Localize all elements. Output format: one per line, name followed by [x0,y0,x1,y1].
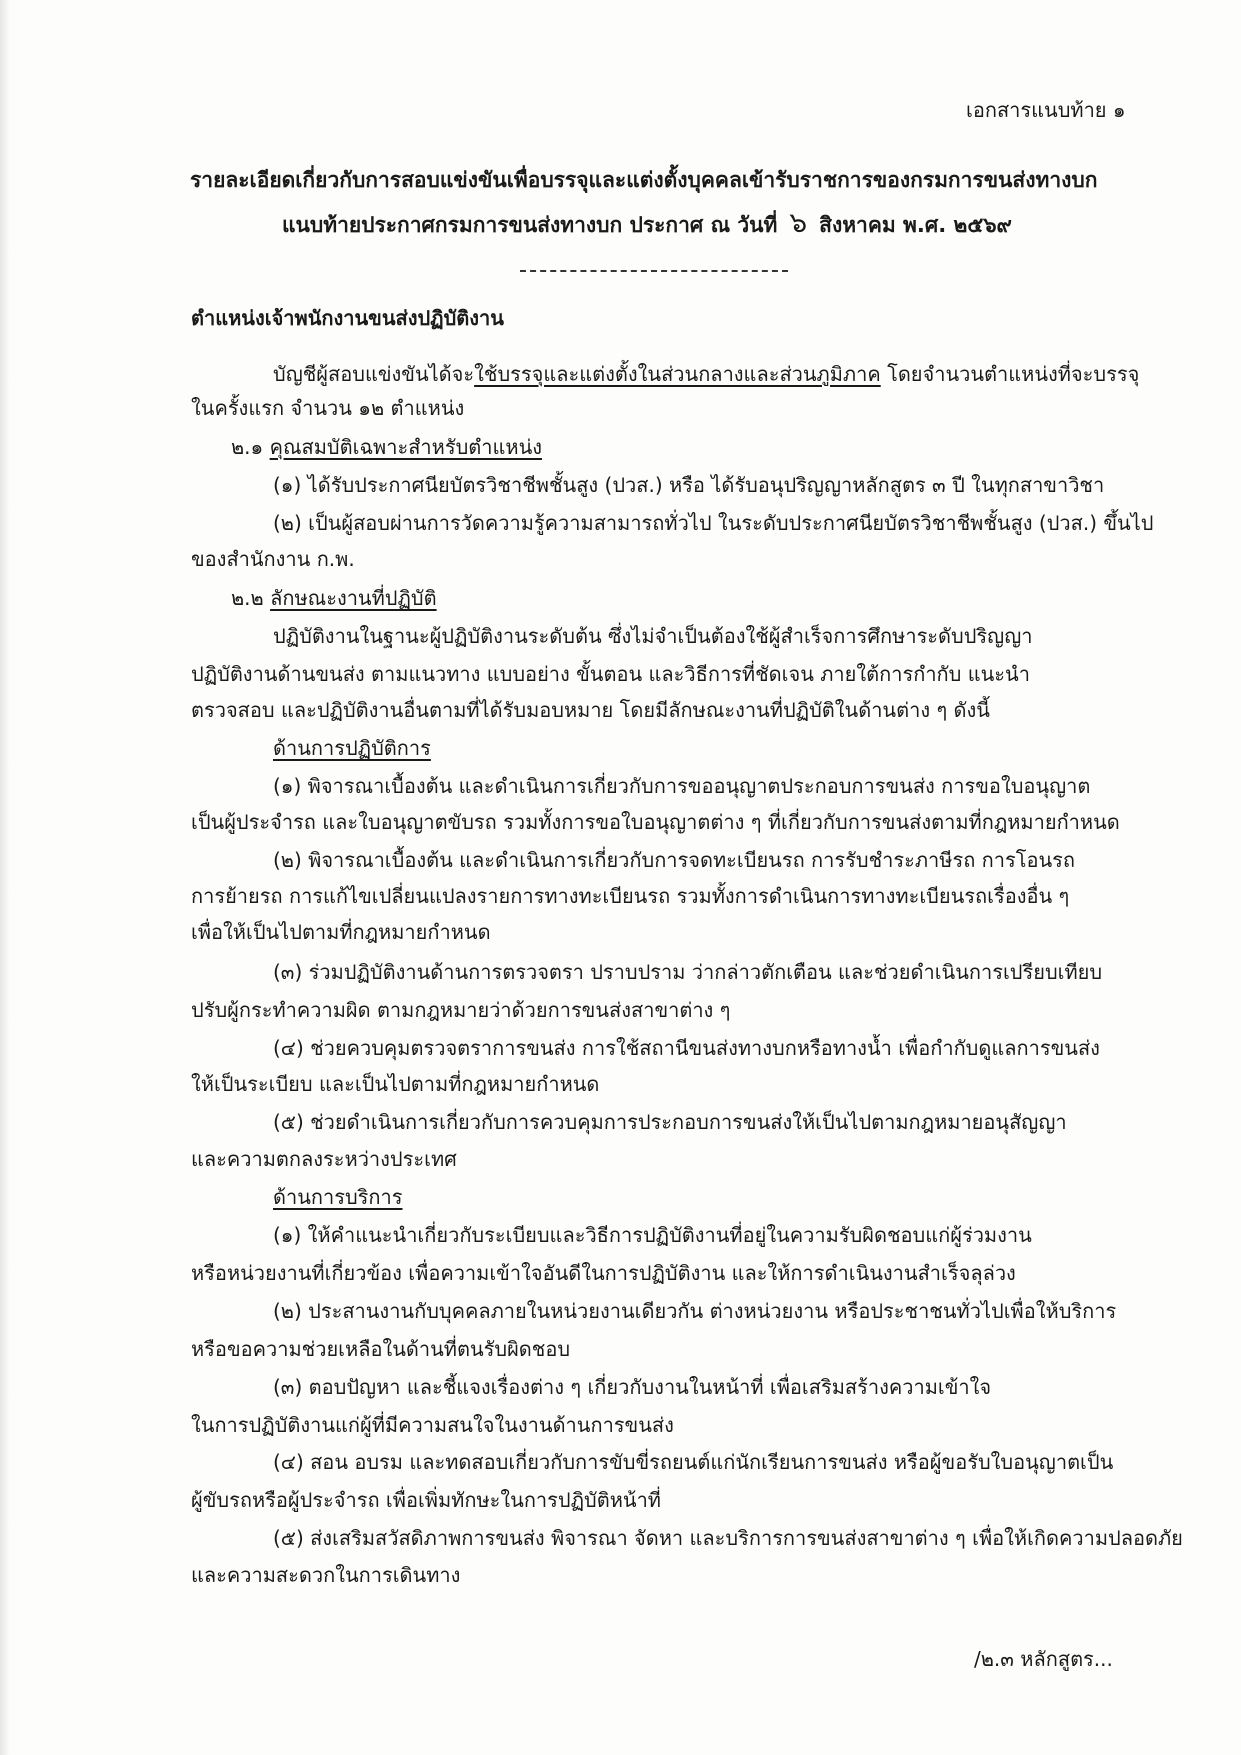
operations-item-4-line-2: ให้เป็นระเบียบ และเป็นไปตามที่กฎหมายกำหนด [191,1072,600,1096]
qualification-2-line-1: (๒) เป็นผู้สอบผ่านการวัดความรู้ความสามารถทั่วไป ในระดับประกาศนียบัตรวิชาชีพชั้นสูง (ปวส.) ขึ้นไป [273,511,1154,535]
intro-prefix: บัญชีผู้สอบแข่งขันได้จะ [273,362,475,386]
qualification-1: (๑) ได้รับประกาศนียบัตรวิชาชีพชั้นสูง (ปวส.) หรือ ได้รับอนุปริญญาหลักสูตร ๓ ปี ในทุกสาขาวิชา [273,473,1105,497]
operations-item-5-line-1: (๕) ช่วยดำเนินการเกี่ยวกับการควบคุมการประกอบการขนส่งให้เป็นไปตามกฎหมายอนุสัญญา [273,1110,1067,1134]
intro-underlined: ใช้บรรจุและแต่งตั้งในส่วนกลางและส่วนภูมิภาค [474,362,881,386]
duty-line-3: ตรวจสอบ และปฏิบัติงานอื่นตามที่ได้รับมอบหมาย โดยมีลักษณะงานที่ปฏิบัติในด้านต่าง ๆ ดังนี้ [191,698,990,722]
qualification-2-line-2: ของสำนักงาน ก.พ. [191,547,355,571]
services-item-1-line-1: (๑) ให้คำแนะนำเกี่ยวกับระเบียบและวิธีการปฏิบัติงานที่อยู่ในความรับผิดชอบแก่ผู้ร่วมงาน [273,1223,1032,1247]
services-item-5-line-1: (๕) ส่งเสริมสวัสดิภาพการขนส่ง พิจารณา จัดหา และบริการการขนส่งสาขาต่าง ๆ เพื่อให้เกิดความปลอดภัย [273,1526,1183,1550]
section-2-2-title: ลักษณะงานที่ปฏิบัติ [270,586,437,610]
title-date-suffix: สิงหาคม พ.ศ. ๒๕๖๙ [819,213,1012,237]
operations-item-3-line-2: ปรับผู้กระทำความผิด ตามกฎหมายว่าด้วยการขนส่งสาขาต่าง ๆ [191,998,731,1022]
services-item-5-line-2: และความสะดวกในการเดินทาง [191,1563,461,1587]
position-title: ตำแหน่งเจ้าพนักงานขนส่งปฏิบัติงาน [191,306,504,330]
document-title-line-2 [282,206,1012,239]
section-2-2-number: ๒.๒ [231,586,271,610]
services-item-3-line-1: (๓) ตอบปัญหา และชี้แจงเรื่องต่าง ๆ เกี่ยวกับงานในหน้าที่ เพื่อเสริมสร้างความเข้าใจ [273,1375,992,1399]
services-item-3-line-2: ในการปฏิบัติงานแก่ผู้ที่มีความสนใจในงานด้านการขนส่ง [191,1413,674,1437]
intro-line-2: ในครั้งแรก จำนวน ๑๒ ตำแหน่ง [191,396,465,420]
title-separator [520,270,788,272]
services-item-1-line-2: หรือหน่วยงานที่เกี่ยวข้อง เพื่อความเข้าใจอันดีในการปฏิบัติงาน และให้การดำเนินงานสำเร็จลุล่วง [191,1261,1016,1285]
services-item-2-line-2: หรือขอความช่วยเหลือในด้านที่ตนรับผิดชอบ [191,1337,571,1361]
operations-item-1-line-2: เป็นผู้ประจำรถ และใบอนุญาตขับรถ รวมทั้งการขอใบอนุญาตต่าง ๆ ที่เกี่ยวกับการขนส่งตามที่กฎหมายกำหนด [191,810,1120,834]
services-item-4-line-2: ผู้ขับรถหรือผู้ประจำรถ เพื่อเพิ่มทักษะในการปฏิบัติหน้าที่ [191,1488,661,1512]
attachment-label: เอกสารแนบท้าย ๑ [966,98,1126,122]
section-2-1-heading [231,433,542,461]
operations-item-2-line-2: การย้ายรถ การแก้ไขเปลี่ยนแปลงรายการทางทะเบียนรถ รวมทั้งการดำเนินการทางทะเบียนรถเรื่องอื่น ๆ [191,884,1070,908]
operations-item-3-line-1: (๓) ร่วมปฏิบัติงานด้านการตรวจตรา ปราบปราม ว่ากล่าวตักเตือน และช่วยดำเนินการเปรียบเทียบ [273,960,1103,984]
operations-item-2-line-1: (๒) พิจารณาเบื้องต้น และดำเนินการเกี่ยวกับการจดทะเบียนรถ การรับชำระภาษีรถ การโอนรถ [273,848,1076,872]
intro-suffix: โดยจำนวนตำแหน่งที่จะบรรจุ [880,362,1140,386]
services-heading: ด้านการบริการ [273,1185,403,1209]
title-date-prefix: แนบท้ายประกาศกรมการขนส่งทางบก ประกาศ ณ วันที่ [282,213,778,237]
section-2-1-title: คุณสมบัติเฉพาะสำหรับตำแหน่ง [269,435,543,459]
section-2-1-number: ๒.๑ [231,435,270,459]
operations-item-2-line-3: เพื่อให้เป็นไปตามที่กฎหมายกำหนด [191,920,491,944]
operations-heading: ด้านการปฏิบัติการ [273,736,431,760]
title-handwritten-day: ๖ [789,206,808,239]
duty-line-1: ปฏิบัติงานในฐานะผู้ปฏิบัติงานระดับต้น ซึ่งไม่จำเป็นต้องใช้ผู้สำเร็จการศึกษาระดับปริญญา [273,624,1033,648]
section-2-2-heading [231,584,437,612]
operations-item-4-line-1: (๔) ช่วยควบคุมตรวจตราการขนส่ง การใช้สถานีขนส่งทางบกหรือทางน้ำ เพื่อกำกับดูแลการขนส่ง [273,1036,1100,1060]
continuation-note: /๒.๓ หลักสูตร... [974,1647,1113,1671]
scan-edge [0,0,10,1755]
services-item-4-line-1: (๔) สอน อบรม และทดสอบเกี่ยวกับการขับขี่รถยนต์แก่นักเรียนการขนส่ง หรือผู้ขอรับใบอนุญาตเป็น [273,1450,1114,1474]
services-item-2-line-1: (๒) ประสานงานกับบุคคลภายในหน่วยงานเดียวกัน ต่างหน่วยงาน หรือประชาชนทั่วไปเพื่อให้บริการ [273,1299,1117,1323]
duty-line-2: ปฏิบัติงานด้านขนส่ง ตามแนวทาง แบบอย่าง ขั้นตอน และวิธีการที่ชัดเจน ภายใต้การกำกับ แนะนำ [191,662,1030,686]
operations-item-1-line-1: (๑) พิจารณาเบื้องต้น และดำเนินการเกี่ยวกับการขออนุญาตประกอบการขนส่ง การขอใบอนุญาต [273,774,1091,798]
intro-line-1 [273,360,1139,388]
operations-item-5-line-2: และความตกลงระหว่างประเทศ [191,1147,457,1171]
document-title-line-1: รายละเอียดเกี่ยวกับการสอบแข่งขันเพื่อบรรจุและแต่งตั้งบุคคลเข้ารับราชการของกรมการขนส่งทางบก [190,168,1098,192]
